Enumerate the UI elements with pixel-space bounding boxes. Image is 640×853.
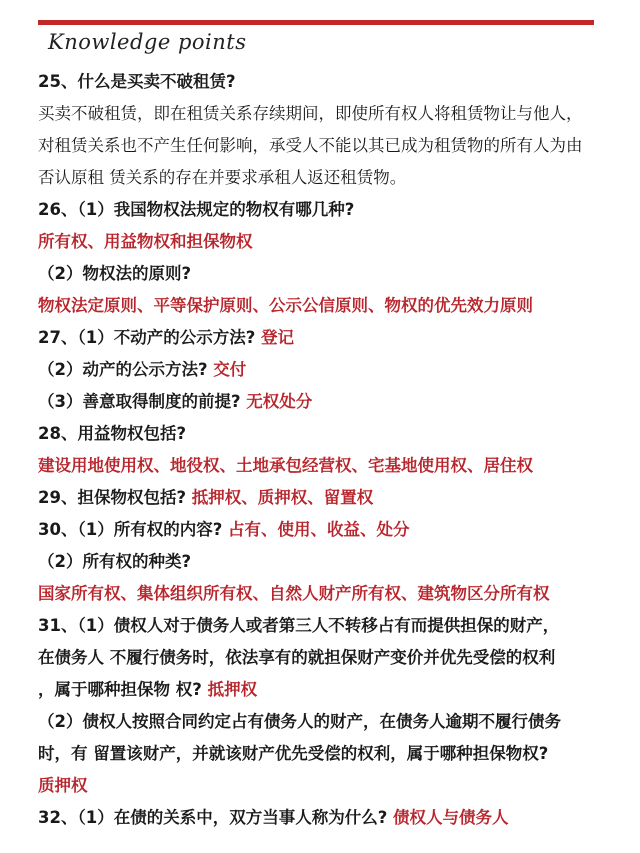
- text-line: [38, 162, 618, 194]
- section-title: Knowledge points: [48, 30, 247, 54]
- question-text: 25、什么是买卖不破租赁?: [38, 72, 236, 91]
- text-line: [38, 386, 618, 418]
- text-line: [38, 66, 618, 98]
- answer-text: 所有权、用益物权和担保物权: [38, 232, 253, 251]
- paragraph-text: 对租赁关系也不产生任何影响，承受人不能以其已成为租赁物的所有人为由: [38, 136, 583, 155]
- text-line: [38, 258, 618, 290]
- text-line: [38, 226, 618, 258]
- answer-text: 无权处分: [246, 392, 313, 411]
- answer-text: 债权人与债务人: [393, 808, 509, 827]
- question-text: （2）动产的公示方法?: [38, 360, 214, 379]
- knowledge-content: [38, 66, 618, 834]
- text-line: [38, 706, 618, 738]
- text-line: [38, 322, 618, 354]
- text-line: [38, 290, 618, 322]
- answer-text: 占有、使用、收益、处分: [228, 520, 410, 539]
- text-line: [38, 674, 618, 706]
- question-text: 26、（1）我国物权法规定的物权有哪几种?: [38, 200, 355, 219]
- text-line: [38, 802, 618, 834]
- text-line: [38, 546, 618, 578]
- text-line: [38, 610, 618, 642]
- text-line: [38, 642, 618, 674]
- question-text: 在债务人 不履行债务时，依法享有的就担保财产变价并优先受偿的权利: [38, 648, 556, 667]
- question-text: 32、（1）在债的关系中，双方当事人称为什么?: [38, 808, 394, 827]
- question-text: （3）善意取得制度的前提?: [38, 392, 247, 411]
- top-accent-bar: [38, 20, 594, 25]
- text-line: [38, 770, 618, 802]
- answer-text: 登记: [261, 328, 295, 347]
- answer-text: 交付: [213, 360, 247, 379]
- text-line: [38, 450, 618, 482]
- text-line: [38, 578, 618, 610]
- answer-text: 抵押权: [207, 680, 258, 699]
- question-text: ，属于哪种担保物 权?: [38, 680, 208, 699]
- paragraph-text: 否认原租 赁关系的存在并要求承租人返还租赁物。: [38, 168, 407, 187]
- question-text: 时，有 留置该财产，并就该财产优先受偿的权利，属于哪种担保物权?: [38, 744, 549, 763]
- text-line: [38, 418, 618, 450]
- question-text: （2）物权法的原则?: [38, 264, 192, 283]
- text-line: [38, 130, 618, 162]
- answer-text: 建设用地使用权、地役权、土地承包经营权、宅基地使用权、居住权: [38, 456, 533, 475]
- text-line: [38, 514, 618, 546]
- question-text: 31、（1）债权人对于债务人或者第三人不转移占有而提供担保的财产，: [38, 616, 560, 635]
- text-line: [38, 354, 618, 386]
- text-line: [38, 482, 618, 514]
- question-text: 27、（1）不动产的公示方法?: [38, 328, 262, 347]
- text-line: [38, 98, 618, 130]
- question-text: （2）债权人按照合同约定占有债务人的财产，在债务人逾期不履行债务: [38, 712, 561, 731]
- paragraph-text: 买卖不破租赁，即在租赁关系存续期间，即使所有权人将租赁物让与他人，: [38, 104, 583, 123]
- text-line: [38, 738, 618, 770]
- text-line: [38, 194, 618, 226]
- question-text: 29、担保物权包括?: [38, 488, 192, 507]
- answer-text: 国家所有权、集体组织所有权、自然人财产所有权、建筑物区分所有权: [38, 584, 550, 603]
- question-text: 28、用益物权包括?: [38, 424, 187, 443]
- answer-text: 质押权: [38, 776, 88, 795]
- answer-text: 物权法定原则、平等保护原则、公示公信原则、物权的优先效力原则: [38, 296, 533, 315]
- question-text: 30、（1）所有权的内容?: [38, 520, 229, 539]
- answer-text: 抵押权、质押权、留置权: [191, 488, 374, 507]
- question-text: （2）所有权的种类?: [38, 552, 192, 571]
